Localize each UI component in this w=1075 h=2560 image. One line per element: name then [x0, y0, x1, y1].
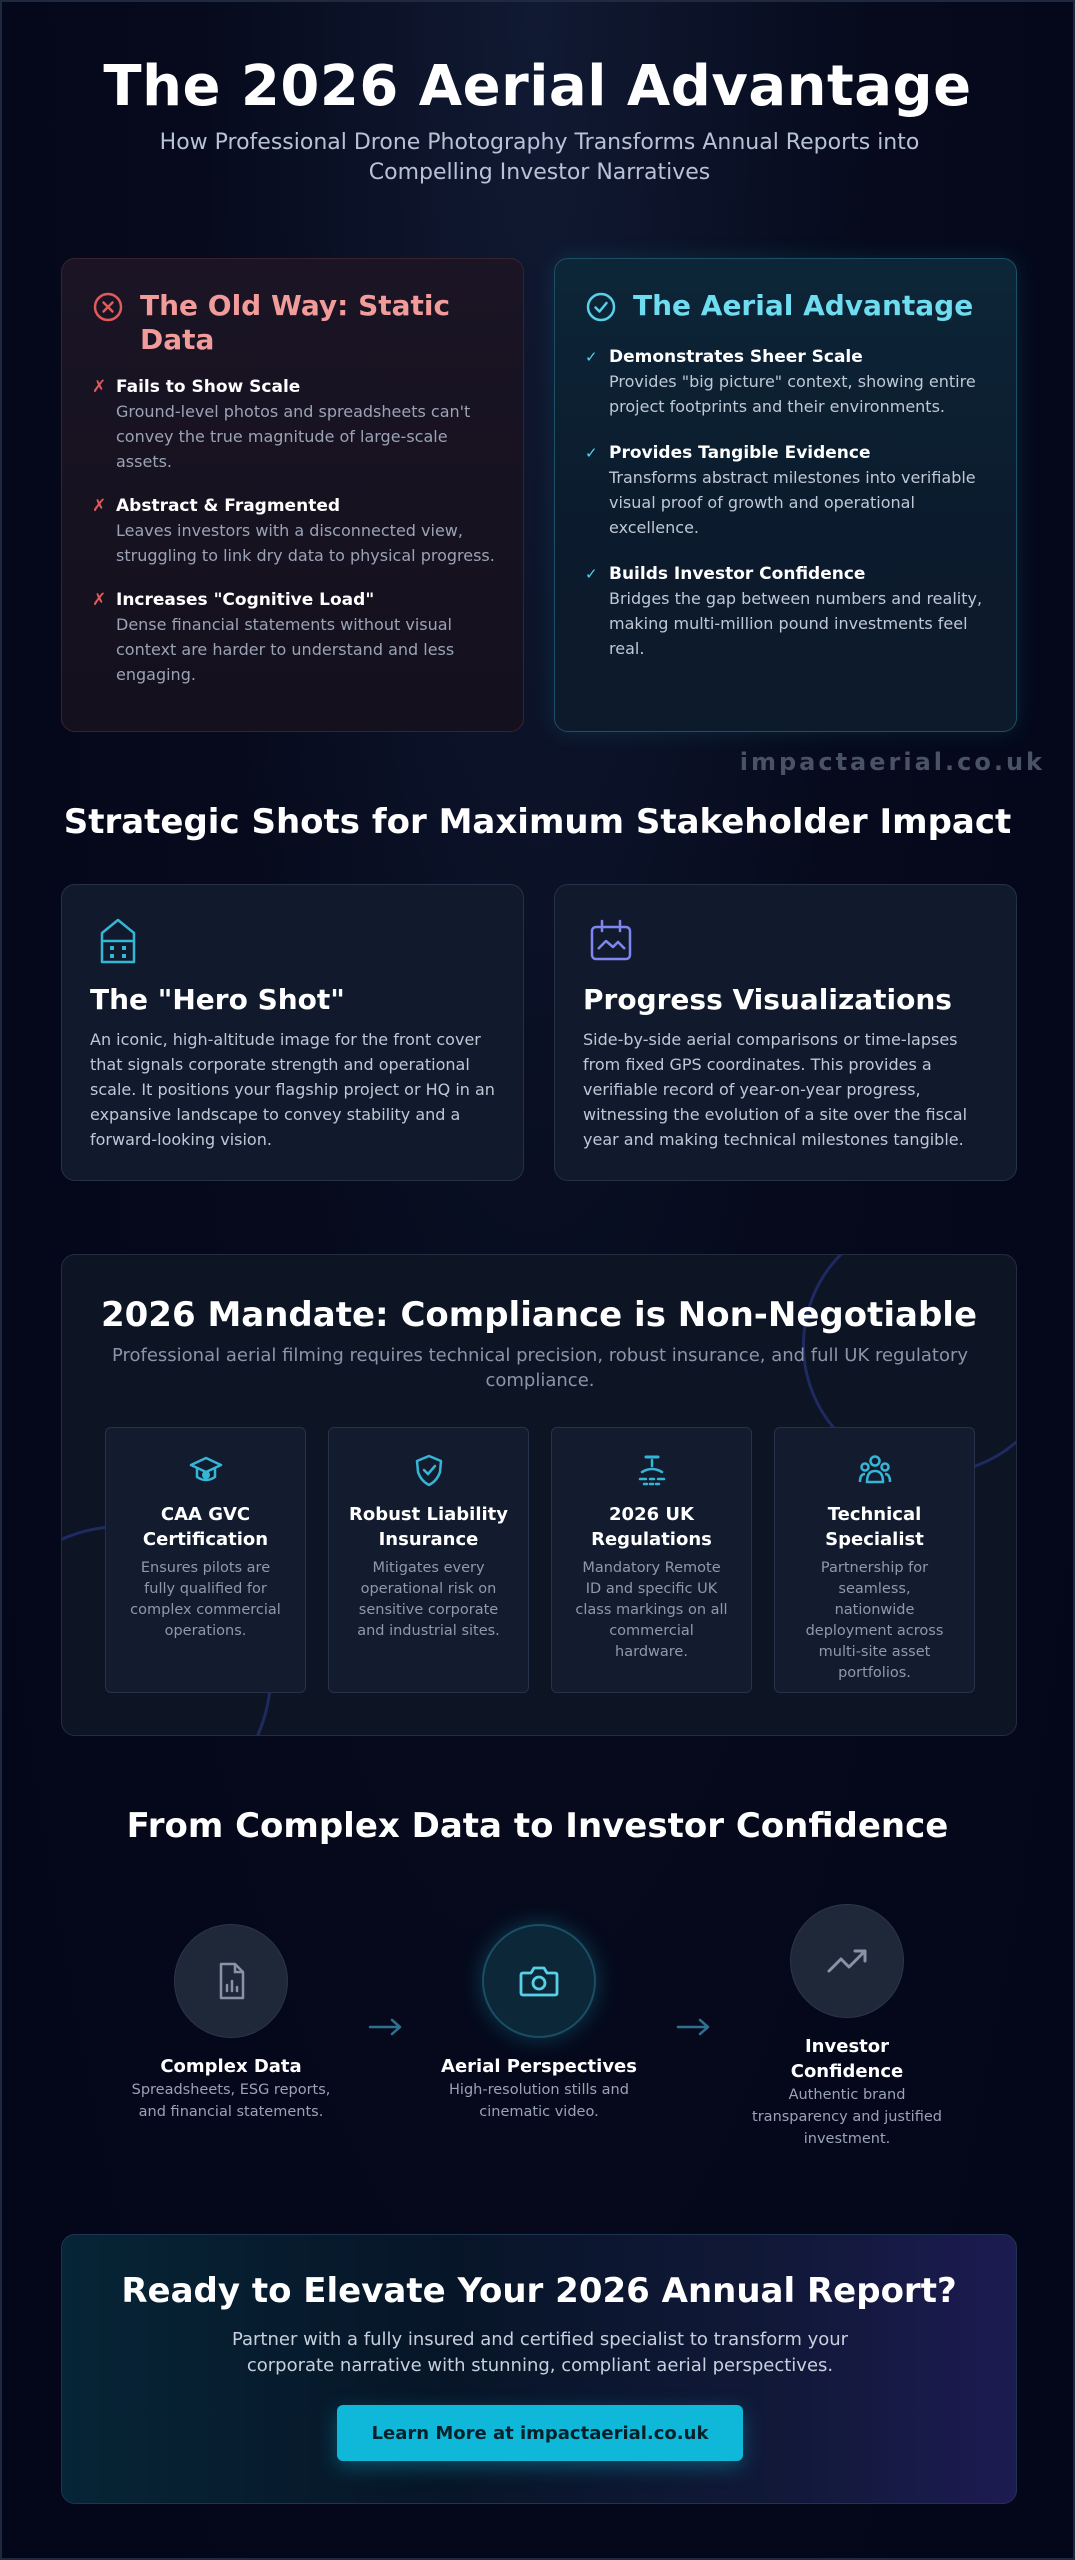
page-subtitle: How Professional Drone Photography Transforms Annual Reports into Compelling Investor Narratives — [159, 130, 920, 185]
point-title: Fails to Show Scale — [116, 377, 301, 397]
cta-title: Ready to Elevate Your 2026 Annual Report? — [121, 2271, 957, 2311]
compliance-card-description: Ensures pilots are fully qualified for complex commercial operations. — [130, 1560, 281, 1639]
point-description: Ground-level photos and spreadsheets can't convey the true magnitude of large-scale assets. — [116, 402, 471, 471]
flow-step-investor-confidence — [717, 1904, 977, 2150]
aerial-advantage-header — [585, 289, 985, 323]
document-chart-icon — [209, 1959, 253, 2003]
old-way-header — [92, 289, 492, 357]
compliance-card-description: Mandatory Remote ID and specific UK class markings on all commercial hardware. — [575, 1560, 728, 1660]
compliance-title: 2026 Mandate: Compliance is Non-Negotiable — [100, 1295, 978, 1335]
compliance-card-caa — [105, 1427, 306, 1693]
team-icon — [857, 1452, 893, 1488]
progress-title: Progress Visualizations — [583, 983, 952, 1016]
point-title: Provides Tangible Evidence — [609, 443, 871, 463]
check-mark-icon: ✓ — [585, 348, 598, 366]
compliance-panel — [61, 1254, 1017, 1736]
compliance-card-title: Robust Liability Insurance — [348, 1504, 509, 1550]
compliance-card-insurance — [328, 1427, 529, 1693]
hero-shot-title: The "Hero Shot" — [90, 983, 345, 1016]
flow-step-title: Aerial Perspectives — [441, 2056, 637, 2077]
cta-panel — [61, 2234, 1017, 2504]
flow-step-description: Authentic brand transparency and justified investment. — [752, 2087, 942, 2147]
x-mark-icon: ✗ — [92, 377, 107, 397]
hero-shot-description: An iconic, high-altitude image for the front cover that signals corporate strength and operational scale. It positions your flagship project or HQ in an expansive landscape to convey stability and a forward-looking vision. — [90, 1030, 495, 1149]
building-icon — [96, 915, 140, 967]
drone-icon — [634, 1452, 670, 1488]
check-mark-icon: ✓ — [585, 565, 598, 583]
check-circle-icon — [585, 291, 617, 323]
point-title: Demonstrates Sheer Scale — [609, 347, 863, 367]
compliance-subtitle: Professional aerial filming requires technical precision, robust insurance, and full UK regulatory compliance. — [111, 1345, 969, 1391]
progress-card — [554, 884, 1017, 1181]
hero-shot-card — [61, 884, 524, 1181]
point-title: Abstract & Fragmented — [116, 496, 341, 516]
point-description: Provides "big picture" context, showing entire project footprints and their environments. — [609, 372, 976, 416]
flow-step-circle — [174, 1924, 288, 2038]
learn-more-button[interactable]: Learn More at impactaerial.co.uk — [337, 2405, 743, 2461]
shield-check-icon — [411, 1452, 447, 1488]
flow-step-aerial-perspectives — [409, 1924, 669, 2123]
flow-step-title: Investor Confidence — [790, 2036, 904, 2082]
compliance-card-title: 2026 UK Regulations — [591, 1504, 712, 1550]
point-title: Builds Investor Confidence — [609, 564, 866, 584]
compliance-card-title: Technical Specialist — [825, 1504, 924, 1550]
flow-step-title: Complex Data — [160, 2056, 302, 2077]
flow-step-circle — [790, 1904, 904, 2018]
flow-step-description: Spreadsheets, ESG reports, and financial statements. — [131, 2082, 331, 2120]
trending-up-icon — [823, 1937, 871, 1985]
compliance-card-specialist — [774, 1427, 975, 1693]
aerial-advantage-list — [585, 345, 995, 683]
x-circle-icon — [92, 291, 124, 323]
flow-step-description: High-resolution stills and cinematic video. — [449, 2082, 629, 2120]
arrow-right-icon — [366, 2012, 406, 2042]
compliance-card-description: Mitigates every operational risk on sensitive corporate and industrial sites. — [357, 1560, 500, 1639]
compliance-card-regulations — [551, 1427, 752, 1693]
point-description: Transforms abstract milestones into verifiable visual proof of growth and operational excellence. — [609, 468, 976, 537]
point-title: Increases "Cognitive Load" — [116, 590, 375, 610]
graduation-cap-icon — [188, 1452, 224, 1488]
x-mark-icon: ✗ — [92, 590, 107, 610]
cta-text: Partner with a fully insured and certified specialist to transform your corporate narrative with stunning, compliant aerial perspectives. — [231, 2329, 849, 2376]
watermark: impactaerial.co.uk — [739, 748, 1045, 776]
strategic-section-title: Strategic Shots for Maximum Stakeholder Impact — [63, 802, 1012, 842]
old-way-list — [92, 375, 502, 707]
calendar-image-icon — [589, 915, 633, 967]
list-item — [585, 562, 995, 661]
point-description: Leaves investors with a disconnected view, struggling to link dry data to physical progress. — [116, 521, 495, 565]
aerial-advantage-card — [554, 258, 1017, 732]
list-item — [92, 494, 502, 568]
list-item — [585, 345, 995, 419]
check-mark-icon: ✓ — [585, 444, 598, 462]
progress-description: Side-by-side aerial comparisons or time-lapses from fixed GPS coordinates. This provides a verifiable record of year-on-year progress, witnessing the evolution of a site over the fiscal year and making technical milestones tangible. — [583, 1030, 968, 1149]
aerial-advantage-title: The Aerial Advantage — [633, 289, 974, 322]
list-item — [92, 588, 502, 687]
flow-step-complex-data — [101, 1924, 361, 2123]
camera-icon — [515, 1957, 563, 2005]
list-item — [585, 441, 995, 540]
old-way-card — [61, 258, 524, 732]
compliance-card-description: Partnership for seamless, nationwide deployment across multi-site asset portfolios. — [805, 1560, 944, 1681]
flow-section-title: From Complex Data to Investor Confidence — [126, 1806, 949, 1846]
point-description: Bridges the gap between numbers and reality, making multi-million pound investments feel real. — [609, 589, 983, 658]
list-item — [92, 375, 502, 474]
point-description: Dense financial statements without visual context are harder to understand and less engaging. — [116, 615, 455, 684]
compliance-card-title: CAA GVC Certification — [142, 1504, 269, 1550]
arrow-right-icon — [674, 2012, 714, 2042]
old-way-title: The Old Way: Static Data — [140, 289, 451, 356]
x-mark-icon: ✗ — [92, 496, 107, 516]
page-title: The 2026 Aerial Advantage — [103, 54, 972, 119]
flow-step-circle — [482, 1924, 596, 2038]
